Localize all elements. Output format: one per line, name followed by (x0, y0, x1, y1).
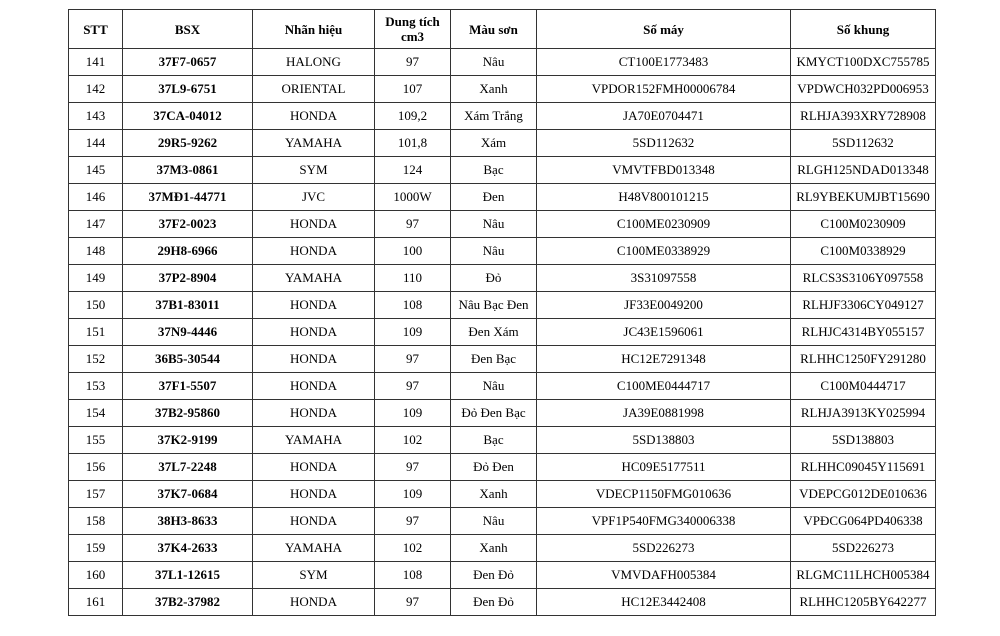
cell-color: Xanh (451, 76, 537, 103)
header-bsx: BSX (123, 10, 253, 49)
cell-capacity: 107 (375, 76, 451, 103)
cell-bsx: 37B2-37982 (123, 589, 253, 616)
cell-brand: HONDA (253, 454, 375, 481)
cell-bsx: 37N9-4446 (123, 319, 253, 346)
cell-color: Đỏ Đen Bạc (451, 400, 537, 427)
cell-stt: 149 (69, 265, 123, 292)
cell-color: Đen Đỏ (451, 589, 537, 616)
cell-color: Nâu (451, 211, 537, 238)
cell-bsx: 29H8-6966 (123, 238, 253, 265)
cell-brand: YAMAHA (253, 130, 375, 157)
table-row (69, 211, 936, 238)
cell-engine-number: CT100E1773483 (537, 49, 791, 76)
cell-brand: SYM (253, 157, 375, 184)
cell-bsx: 37F1-5507 (123, 373, 253, 400)
cell-color: Nâu Bạc Đen (451, 292, 537, 319)
cell-frame-number: KMYCT100DXC755785 (791, 49, 936, 76)
cell-capacity: 97 (375, 508, 451, 535)
cell-brand: HONDA (253, 211, 375, 238)
cell-brand: HONDA (253, 508, 375, 535)
cell-stt: 157 (69, 481, 123, 508)
cell-frame-number: 5SD112632 (791, 130, 936, 157)
cell-stt: 159 (69, 535, 123, 562)
cell-bsx: 37L1-12615 (123, 562, 253, 589)
cell-bsx: 37L9-6751 (123, 76, 253, 103)
cell-frame-number: RLHJA393XRY728908 (791, 103, 936, 130)
table-row (69, 400, 936, 427)
cell-brand: JVC (253, 184, 375, 211)
cell-capacity: 109,2 (375, 103, 451, 130)
cell-capacity: 124 (375, 157, 451, 184)
cell-stt: 143 (69, 103, 123, 130)
cell-capacity: 108 (375, 292, 451, 319)
cell-bsx: 29R5-9262 (123, 130, 253, 157)
table-row (69, 481, 936, 508)
cell-frame-number: C100M0444717 (791, 373, 936, 400)
cell-color: Đen Xám (451, 319, 537, 346)
cell-brand: HONDA (253, 481, 375, 508)
cell-engine-number: JA70E0704471 (537, 103, 791, 130)
cell-frame-number: RLHHC1205BY642277 (791, 589, 936, 616)
cell-color: Đỏ (451, 265, 537, 292)
cell-stt: 150 (69, 292, 123, 319)
cell-brand: SYM (253, 562, 375, 589)
cell-stt: 156 (69, 454, 123, 481)
cell-capacity: 97 (375, 211, 451, 238)
cell-engine-number: 5SD112632 (537, 130, 791, 157)
cell-brand: HONDA (253, 238, 375, 265)
cell-engine-number: HC12E3442408 (537, 589, 791, 616)
cell-engine-number: HC12E7291348 (537, 346, 791, 373)
cell-engine-number: C100ME0444717 (537, 373, 791, 400)
cell-capacity: 100 (375, 238, 451, 265)
cell-brand: HONDA (253, 400, 375, 427)
cell-frame-number: C100M0230909 (791, 211, 936, 238)
cell-engine-number: 5SD226273 (537, 535, 791, 562)
cell-brand: ORIENTAL (253, 76, 375, 103)
cell-capacity: 1000W (375, 184, 451, 211)
cell-capacity: 102 (375, 427, 451, 454)
cell-stt: 155 (69, 427, 123, 454)
cell-stt: 142 (69, 76, 123, 103)
cell-stt: 144 (69, 130, 123, 157)
cell-engine-number: VPF1P540FMG340006338 (537, 508, 791, 535)
cell-frame-number: RLGH125NDAD013348 (791, 157, 936, 184)
cell-bsx: 37K7-0684 (123, 481, 253, 508)
cell-engine-number: JF33E0049200 (537, 292, 791, 319)
cell-bsx: 37B1-83011 (123, 292, 253, 319)
table-row (69, 157, 936, 184)
cell-frame-number: RLHJF3306CY049127 (791, 292, 936, 319)
cell-stt: 161 (69, 589, 123, 616)
cell-brand: HONDA (253, 589, 375, 616)
cell-bsx: 37MĐ1-44771 (123, 184, 253, 211)
cell-frame-number: 5SD226273 (791, 535, 936, 562)
cell-brand: HONDA (253, 103, 375, 130)
cell-capacity: 97 (375, 454, 451, 481)
cell-color: Đen Bạc (451, 346, 537, 373)
cell-stt: 160 (69, 562, 123, 589)
cell-engine-number: 3S31097558 (537, 265, 791, 292)
header-color: Màu sơn (451, 10, 537, 49)
cell-capacity: 109 (375, 319, 451, 346)
cell-color: Nâu (451, 373, 537, 400)
cell-frame-number: VDEPCG012DE010636 (791, 481, 936, 508)
header-engine-number: Số máy (537, 10, 791, 49)
cell-bsx: 37K2-9199 (123, 427, 253, 454)
cell-brand: YAMAHA (253, 427, 375, 454)
cell-stt: 147 (69, 211, 123, 238)
header-brand: Nhãn hiệu (253, 10, 375, 49)
table-row (69, 238, 936, 265)
cell-bsx: 37F2-0023 (123, 211, 253, 238)
table-row (69, 76, 936, 103)
table-row (69, 292, 936, 319)
table-row (69, 454, 936, 481)
table-row (69, 49, 936, 76)
cell-bsx: 37L7-2248 (123, 454, 253, 481)
cell-color: Bạc (451, 427, 537, 454)
vehicle-table-container (68, 9, 935, 616)
cell-color: Đen (451, 184, 537, 211)
cell-capacity: 97 (375, 373, 451, 400)
cell-color: Xám (451, 130, 537, 157)
table-row (69, 508, 936, 535)
cell-engine-number: VDECP1150FMG010636 (537, 481, 791, 508)
vehicle-table (68, 9, 936, 616)
table-row (69, 346, 936, 373)
cell-stt: 153 (69, 373, 123, 400)
cell-engine-number: JA39E0881998 (537, 400, 791, 427)
cell-capacity: 97 (375, 589, 451, 616)
cell-engine-number: JC43E1596061 (537, 319, 791, 346)
cell-color: Xanh (451, 535, 537, 562)
cell-brand: YAMAHA (253, 535, 375, 562)
cell-engine-number: VMVTFBD013348 (537, 157, 791, 184)
cell-brand: HONDA (253, 292, 375, 319)
cell-capacity: 109 (375, 400, 451, 427)
cell-brand: HONDA (253, 373, 375, 400)
cell-capacity: 97 (375, 346, 451, 373)
cell-stt: 151 (69, 319, 123, 346)
cell-engine-number: HC09E5177511 (537, 454, 791, 481)
table-row (69, 589, 936, 616)
cell-bsx: 38H3-8633 (123, 508, 253, 535)
cell-bsx: 37F7-0657 (123, 49, 253, 76)
cell-bsx: 37P2-8904 (123, 265, 253, 292)
cell-engine-number: H48V800101215 (537, 184, 791, 211)
cell-capacity: 108 (375, 562, 451, 589)
cell-frame-number: RLGMC11LHCH005384 (791, 562, 936, 589)
cell-bsx: 37K4-2633 (123, 535, 253, 562)
cell-color: Đen Đỏ (451, 562, 537, 589)
cell-frame-number: VPĐCG064PD406338 (791, 508, 936, 535)
cell-color: Bạc (451, 157, 537, 184)
cell-capacity: 97 (375, 49, 451, 76)
cell-frame-number: RLHJA3913KY025994 (791, 400, 936, 427)
table-row (69, 265, 936, 292)
cell-capacity: 109 (375, 481, 451, 508)
cell-frame-number: C100M0338929 (791, 238, 936, 265)
cell-stt: 158 (69, 508, 123, 535)
cell-stt: 152 (69, 346, 123, 373)
cell-frame-number: 5SD138803 (791, 427, 936, 454)
cell-capacity: 110 (375, 265, 451, 292)
cell-frame-number: RLHHC1250FY291280 (791, 346, 936, 373)
cell-brand: HONDA (253, 346, 375, 373)
cell-color: Nâu (451, 238, 537, 265)
header-frame-number: Số khung (791, 10, 936, 49)
cell-brand: HONDA (253, 319, 375, 346)
cell-color: Nâu (451, 508, 537, 535)
cell-color: Đỏ Đen (451, 454, 537, 481)
cell-brand: YAMAHA (253, 265, 375, 292)
table-row (69, 373, 936, 400)
cell-engine-number: VPDOR152FMH00006784 (537, 76, 791, 103)
table-row (69, 427, 936, 454)
cell-engine-number: C100ME0338929 (537, 238, 791, 265)
table-row (69, 319, 936, 346)
cell-color: Xanh (451, 481, 537, 508)
header-row (69, 10, 936, 49)
cell-frame-number: RLCS3S3106Y097558 (791, 265, 936, 292)
cell-bsx: 37B2-95860 (123, 400, 253, 427)
cell-stt: 146 (69, 184, 123, 211)
cell-capacity: 102 (375, 535, 451, 562)
cell-stt: 154 (69, 400, 123, 427)
cell-stt: 141 (69, 49, 123, 76)
table-row (69, 130, 936, 157)
table-header (69, 10, 936, 49)
cell-capacity: 101,8 (375, 130, 451, 157)
cell-frame-number: RLHJC4314BY055157 (791, 319, 936, 346)
table-row (69, 103, 936, 130)
cell-frame-number: RL9YBEKUMJBT15690 (791, 184, 936, 211)
cell-engine-number: C100ME0230909 (537, 211, 791, 238)
header-stt: STT (69, 10, 123, 49)
table-row (69, 535, 936, 562)
header-capacity: Dung tích cm3 (375, 10, 451, 49)
table-row (69, 562, 936, 589)
cell-color: Xám Trắng (451, 103, 537, 130)
cell-bsx: 37M3-0861 (123, 157, 253, 184)
cell-stt: 145 (69, 157, 123, 184)
cell-frame-number: VPDWCH032PD006953 (791, 76, 936, 103)
cell-engine-number: 5SD138803 (537, 427, 791, 454)
cell-brand: HALONG (253, 49, 375, 76)
table-row (69, 184, 936, 211)
cell-bsx: 37CA-04012 (123, 103, 253, 130)
cell-engine-number: VMVDAFH005384 (537, 562, 791, 589)
table-body (69, 49, 936, 616)
cell-stt: 148 (69, 238, 123, 265)
cell-bsx: 36B5-30544 (123, 346, 253, 373)
cell-frame-number: RLHHC09045Y115691 (791, 454, 936, 481)
cell-color: Nâu (451, 49, 537, 76)
